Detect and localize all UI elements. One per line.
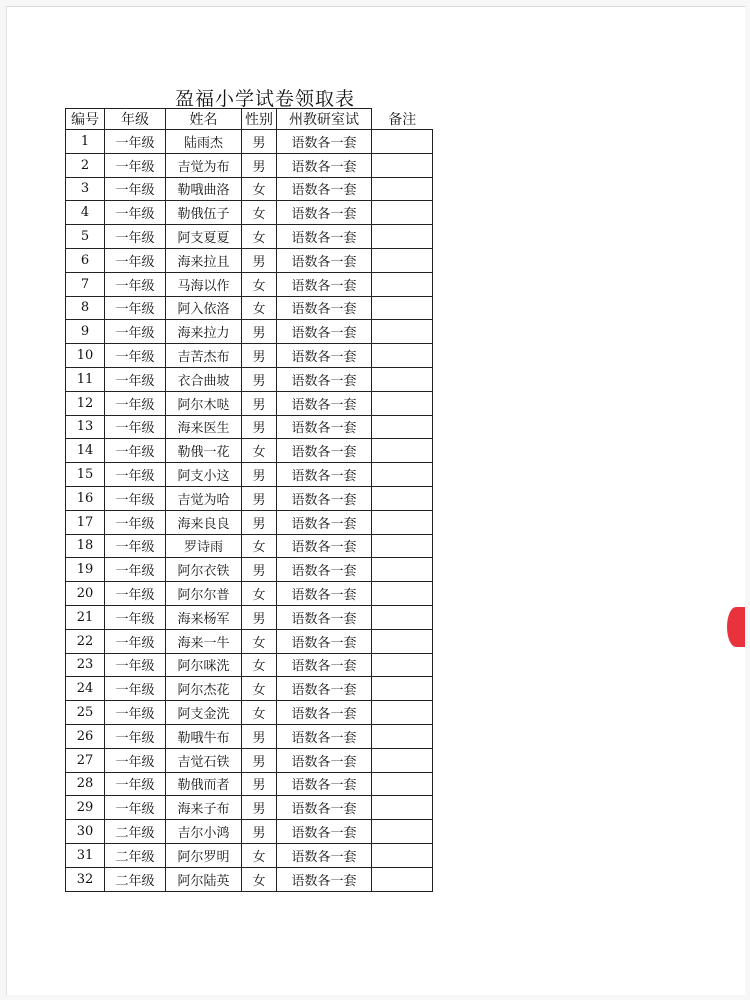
cell-grade: 一年级 xyxy=(105,748,166,772)
cell-remark xyxy=(372,748,433,772)
cell-number: 12 xyxy=(66,391,105,415)
cell-name: 海来拉力 xyxy=(166,320,242,344)
header-row xyxy=(66,109,433,130)
red-seal-edge-mark xyxy=(727,607,745,647)
cell-gender: 男 xyxy=(242,320,277,344)
table-row xyxy=(66,867,433,891)
cell-grade: 一年级 xyxy=(105,320,166,344)
cell-name: 阿入依洛 xyxy=(166,296,242,320)
table-row xyxy=(66,248,433,272)
table-row xyxy=(66,605,433,629)
table-row xyxy=(66,558,433,582)
cell-remark xyxy=(372,463,433,487)
cell-grade: 二年级 xyxy=(105,843,166,867)
cell-gender: 男 xyxy=(242,558,277,582)
cell-gender: 女 xyxy=(242,225,277,249)
cell-papers: 语数各一套 xyxy=(277,367,372,391)
cell-remark xyxy=(372,177,433,201)
cell-name: 阿支金洗 xyxy=(166,701,242,725)
cell-papers: 语数各一套 xyxy=(277,201,372,225)
table-row xyxy=(66,843,433,867)
cell-papers: 语数各一套 xyxy=(277,463,372,487)
cell-gender: 女 xyxy=(242,677,277,701)
table-row xyxy=(66,367,433,391)
cell-gender: 男 xyxy=(242,248,277,272)
cell-remark xyxy=(372,201,433,225)
cell-grade: 一年级 xyxy=(105,701,166,725)
cell-grade: 一年级 xyxy=(105,796,166,820)
cell-grade: 二年级 xyxy=(105,820,166,844)
cell-name: 阿尔咪洗 xyxy=(166,653,242,677)
cell-name: 勒俄一花 xyxy=(166,439,242,463)
cell-remark xyxy=(372,701,433,725)
cell-name: 阿尔木哒 xyxy=(166,391,242,415)
table-row xyxy=(66,177,433,201)
cell-papers: 语数各一套 xyxy=(277,510,372,534)
cell-gender: 男 xyxy=(242,344,277,368)
header-gender: 性别 xyxy=(242,109,277,130)
cell-number: 18 xyxy=(66,534,105,558)
header-name: 姓名 xyxy=(166,109,242,130)
cell-papers: 语数各一套 xyxy=(277,867,372,891)
cell-number: 26 xyxy=(66,724,105,748)
cell-papers: 语数各一套 xyxy=(277,820,372,844)
cell-remark xyxy=(372,248,433,272)
cell-gender: 女 xyxy=(242,296,277,320)
cell-gender: 男 xyxy=(242,772,277,796)
cell-name: 阿尔罗明 xyxy=(166,843,242,867)
table-row xyxy=(66,225,433,249)
cell-name: 吉苦杰布 xyxy=(166,344,242,368)
cell-grade: 一年级 xyxy=(105,177,166,201)
table-row xyxy=(66,296,433,320)
cell-remark xyxy=(372,415,433,439)
cell-papers: 语数各一套 xyxy=(277,701,372,725)
cell-name: 海来良良 xyxy=(166,510,242,534)
table-row xyxy=(66,629,433,653)
cell-remark xyxy=(372,558,433,582)
cell-grade: 一年级 xyxy=(105,534,166,558)
cell-gender: 女 xyxy=(242,177,277,201)
table-row xyxy=(66,534,433,558)
cell-name: 勒哦牛布 xyxy=(166,724,242,748)
cell-grade: 一年级 xyxy=(105,463,166,487)
cell-name: 衣合曲坡 xyxy=(166,367,242,391)
cell-name: 阿支小这 xyxy=(166,463,242,487)
cell-remark xyxy=(372,629,433,653)
cell-number: 10 xyxy=(66,344,105,368)
cell-papers: 语数各一套 xyxy=(277,391,372,415)
header-number: 编号 xyxy=(66,109,105,130)
cell-papers: 语数各一套 xyxy=(277,320,372,344)
cell-remark xyxy=(372,130,433,154)
cell-remark xyxy=(372,296,433,320)
cell-remark xyxy=(372,820,433,844)
cell-number: 15 xyxy=(66,463,105,487)
document-title: 盈福小学试卷领取表 xyxy=(174,88,355,110)
cell-grade: 一年级 xyxy=(105,344,166,368)
cell-name: 海来一牛 xyxy=(166,629,242,653)
cell-name: 吉尔小鸿 xyxy=(166,820,242,844)
header-remark: 备注 xyxy=(372,109,433,130)
cell-gender: 女 xyxy=(242,653,277,677)
cell-number: 28 xyxy=(66,772,105,796)
table-row xyxy=(66,724,433,748)
table-row xyxy=(66,772,433,796)
cell-grade: 一年级 xyxy=(105,582,166,606)
cell-name: 勒俄而者 xyxy=(166,772,242,796)
cell-name: 阿尔杰花 xyxy=(166,677,242,701)
table-row xyxy=(66,510,433,534)
cell-number: 7 xyxy=(66,272,105,296)
cell-number: 19 xyxy=(66,558,105,582)
cell-papers: 语数各一套 xyxy=(277,248,372,272)
cell-gender: 男 xyxy=(242,130,277,154)
cell-number: 27 xyxy=(66,748,105,772)
cell-name: 海来拉且 xyxy=(166,248,242,272)
cell-name: 勒俄伍子 xyxy=(166,201,242,225)
cell-papers: 语数各一套 xyxy=(277,153,372,177)
cell-number: 2 xyxy=(66,153,105,177)
cell-grade: 一年级 xyxy=(105,486,166,510)
table-row xyxy=(66,748,433,772)
cell-remark xyxy=(372,439,433,463)
cell-name: 海来杨军 xyxy=(166,605,242,629)
cell-number: 11 xyxy=(66,367,105,391)
cell-gender: 女 xyxy=(242,439,277,463)
cell-gender: 男 xyxy=(242,391,277,415)
table-row xyxy=(66,201,433,225)
cell-remark xyxy=(372,796,433,820)
table-row xyxy=(66,677,433,701)
cell-papers: 语数各一套 xyxy=(277,724,372,748)
cell-remark xyxy=(372,153,433,177)
cell-name: 吉觉为布 xyxy=(166,153,242,177)
cell-papers: 语数各一套 xyxy=(277,605,372,629)
cell-papers: 语数各一套 xyxy=(277,439,372,463)
cell-grade: 一年级 xyxy=(105,653,166,677)
cell-papers: 语数各一套 xyxy=(277,415,372,439)
cell-remark xyxy=(372,344,433,368)
cell-gender: 男 xyxy=(242,463,277,487)
cell-papers: 语数各一套 xyxy=(277,748,372,772)
cell-number: 29 xyxy=(66,796,105,820)
cell-name: 阿支夏夏 xyxy=(166,225,242,249)
cell-gender: 男 xyxy=(242,748,277,772)
cell-papers: 语数各一套 xyxy=(277,772,372,796)
cell-grade: 一年级 xyxy=(105,629,166,653)
cell-remark xyxy=(372,772,433,796)
cell-gender: 女 xyxy=(242,201,277,225)
cell-remark xyxy=(372,724,433,748)
header-grade: 年级 xyxy=(105,109,166,130)
table-row xyxy=(66,796,433,820)
cell-gender: 男 xyxy=(242,605,277,629)
cell-number: 23 xyxy=(66,653,105,677)
cell-grade: 一年级 xyxy=(105,772,166,796)
cell-number: 16 xyxy=(66,486,105,510)
cell-grade: 一年级 xyxy=(105,153,166,177)
cell-name: 阿尔陆英 xyxy=(166,867,242,891)
cell-papers: 语数各一套 xyxy=(277,534,372,558)
cell-remark xyxy=(372,320,433,344)
cell-papers: 语数各一套 xyxy=(277,558,372,582)
table-row xyxy=(66,582,433,606)
cell-remark xyxy=(372,582,433,606)
table-row xyxy=(66,486,433,510)
cell-remark xyxy=(372,653,433,677)
cell-grade: 一年级 xyxy=(105,510,166,534)
cell-number: 1 xyxy=(66,130,105,154)
cell-remark xyxy=(372,367,433,391)
cell-grade: 一年级 xyxy=(105,605,166,629)
cell-papers: 语数各一套 xyxy=(277,486,372,510)
cell-name: 吉觉为哈 xyxy=(166,486,242,510)
cell-number: 8 xyxy=(66,296,105,320)
cell-number: 30 xyxy=(66,820,105,844)
cell-papers: 语数各一套 xyxy=(277,344,372,368)
cell-grade: 一年级 xyxy=(105,724,166,748)
cell-papers: 语数各一套 xyxy=(277,629,372,653)
cell-papers: 语数各一套 xyxy=(277,843,372,867)
cell-remark xyxy=(372,867,433,891)
cell-papers: 语数各一套 xyxy=(277,677,372,701)
table-row xyxy=(66,415,433,439)
cell-name: 海来子布 xyxy=(166,796,242,820)
table-row xyxy=(66,439,433,463)
cell-gender: 女 xyxy=(242,534,277,558)
cell-remark xyxy=(372,486,433,510)
table-row xyxy=(66,463,433,487)
cell-papers: 语数各一套 xyxy=(277,272,372,296)
cell-remark xyxy=(372,391,433,415)
cell-gender: 男 xyxy=(242,367,277,391)
table-row xyxy=(66,391,433,415)
cell-number: 9 xyxy=(66,320,105,344)
cell-gender: 男 xyxy=(242,796,277,820)
cell-number: 20 xyxy=(66,582,105,606)
cell-number: 14 xyxy=(66,439,105,463)
cell-grade: 一年级 xyxy=(105,439,166,463)
cell-remark xyxy=(372,677,433,701)
cell-number: 5 xyxy=(66,225,105,249)
cell-papers: 语数各一套 xyxy=(277,796,372,820)
cell-gender: 女 xyxy=(242,867,277,891)
cell-papers: 语数各一套 xyxy=(277,177,372,201)
roster-body xyxy=(66,130,433,892)
cell-number: 17 xyxy=(66,510,105,534)
cell-gender: 男 xyxy=(242,820,277,844)
cell-papers: 语数各一套 xyxy=(277,296,372,320)
cell-name: 罗诗雨 xyxy=(166,534,242,558)
cell-gender: 女 xyxy=(242,843,277,867)
cell-gender: 女 xyxy=(242,272,277,296)
cell-remark xyxy=(372,510,433,534)
cell-name: 陆雨杰 xyxy=(166,130,242,154)
cell-remark xyxy=(372,605,433,629)
cell-grade: 一年级 xyxy=(105,272,166,296)
table-row xyxy=(66,320,433,344)
cell-name: 吉觉石铁 xyxy=(166,748,242,772)
cell-number: 21 xyxy=(66,605,105,629)
table-row xyxy=(66,653,433,677)
cell-remark xyxy=(372,272,433,296)
cell-grade: 一年级 xyxy=(105,558,166,582)
cell-papers: 语数各一套 xyxy=(277,653,372,677)
table-row xyxy=(66,153,433,177)
cell-gender: 男 xyxy=(242,724,277,748)
table-row xyxy=(66,272,433,296)
cell-remark xyxy=(372,225,433,249)
cell-name: 阿尔尔普 xyxy=(166,582,242,606)
cell-name: 阿尔衣铁 xyxy=(166,558,242,582)
cell-grade: 二年级 xyxy=(105,867,166,891)
cell-papers: 语数各一套 xyxy=(277,130,372,154)
cell-number: 31 xyxy=(66,843,105,867)
cell-number: 32 xyxy=(66,867,105,891)
cell-remark xyxy=(372,843,433,867)
cell-gender: 女 xyxy=(242,582,277,606)
cell-grade: 一年级 xyxy=(105,415,166,439)
cell-gender: 女 xyxy=(242,701,277,725)
cell-gender: 男 xyxy=(242,153,277,177)
cell-grade: 一年级 xyxy=(105,225,166,249)
cell-number: 22 xyxy=(66,629,105,653)
cell-number: 24 xyxy=(66,677,105,701)
cell-grade: 一年级 xyxy=(105,677,166,701)
exam-paper-roster-table xyxy=(65,108,433,892)
cell-name: 勒哦曲洛 xyxy=(166,177,242,201)
header-papers: 州教研室试 xyxy=(277,109,372,130)
cell-grade: 一年级 xyxy=(105,248,166,272)
cell-gender: 女 xyxy=(242,629,277,653)
cell-number: 6 xyxy=(66,248,105,272)
cell-papers: 语数各一套 xyxy=(277,582,372,606)
cell-name: 马海以作 xyxy=(166,272,242,296)
table-row xyxy=(66,344,433,368)
cell-remark xyxy=(372,534,433,558)
cell-gender: 男 xyxy=(242,415,277,439)
table-row xyxy=(66,820,433,844)
cell-name: 海来医生 xyxy=(166,415,242,439)
cell-number: 13 xyxy=(66,415,105,439)
cell-grade: 一年级 xyxy=(105,391,166,415)
cell-number: 25 xyxy=(66,701,105,725)
table-row xyxy=(66,701,433,725)
table-row xyxy=(66,130,433,154)
cell-number: 4 xyxy=(66,201,105,225)
cell-papers: 语数各一套 xyxy=(277,225,372,249)
cell-grade: 一年级 xyxy=(105,201,166,225)
cell-number: 3 xyxy=(66,177,105,201)
cell-gender: 男 xyxy=(242,510,277,534)
cell-grade: 一年级 xyxy=(105,296,166,320)
cell-grade: 一年级 xyxy=(105,367,166,391)
cell-grade: 一年级 xyxy=(105,130,166,154)
cell-gender: 男 xyxy=(242,486,277,510)
